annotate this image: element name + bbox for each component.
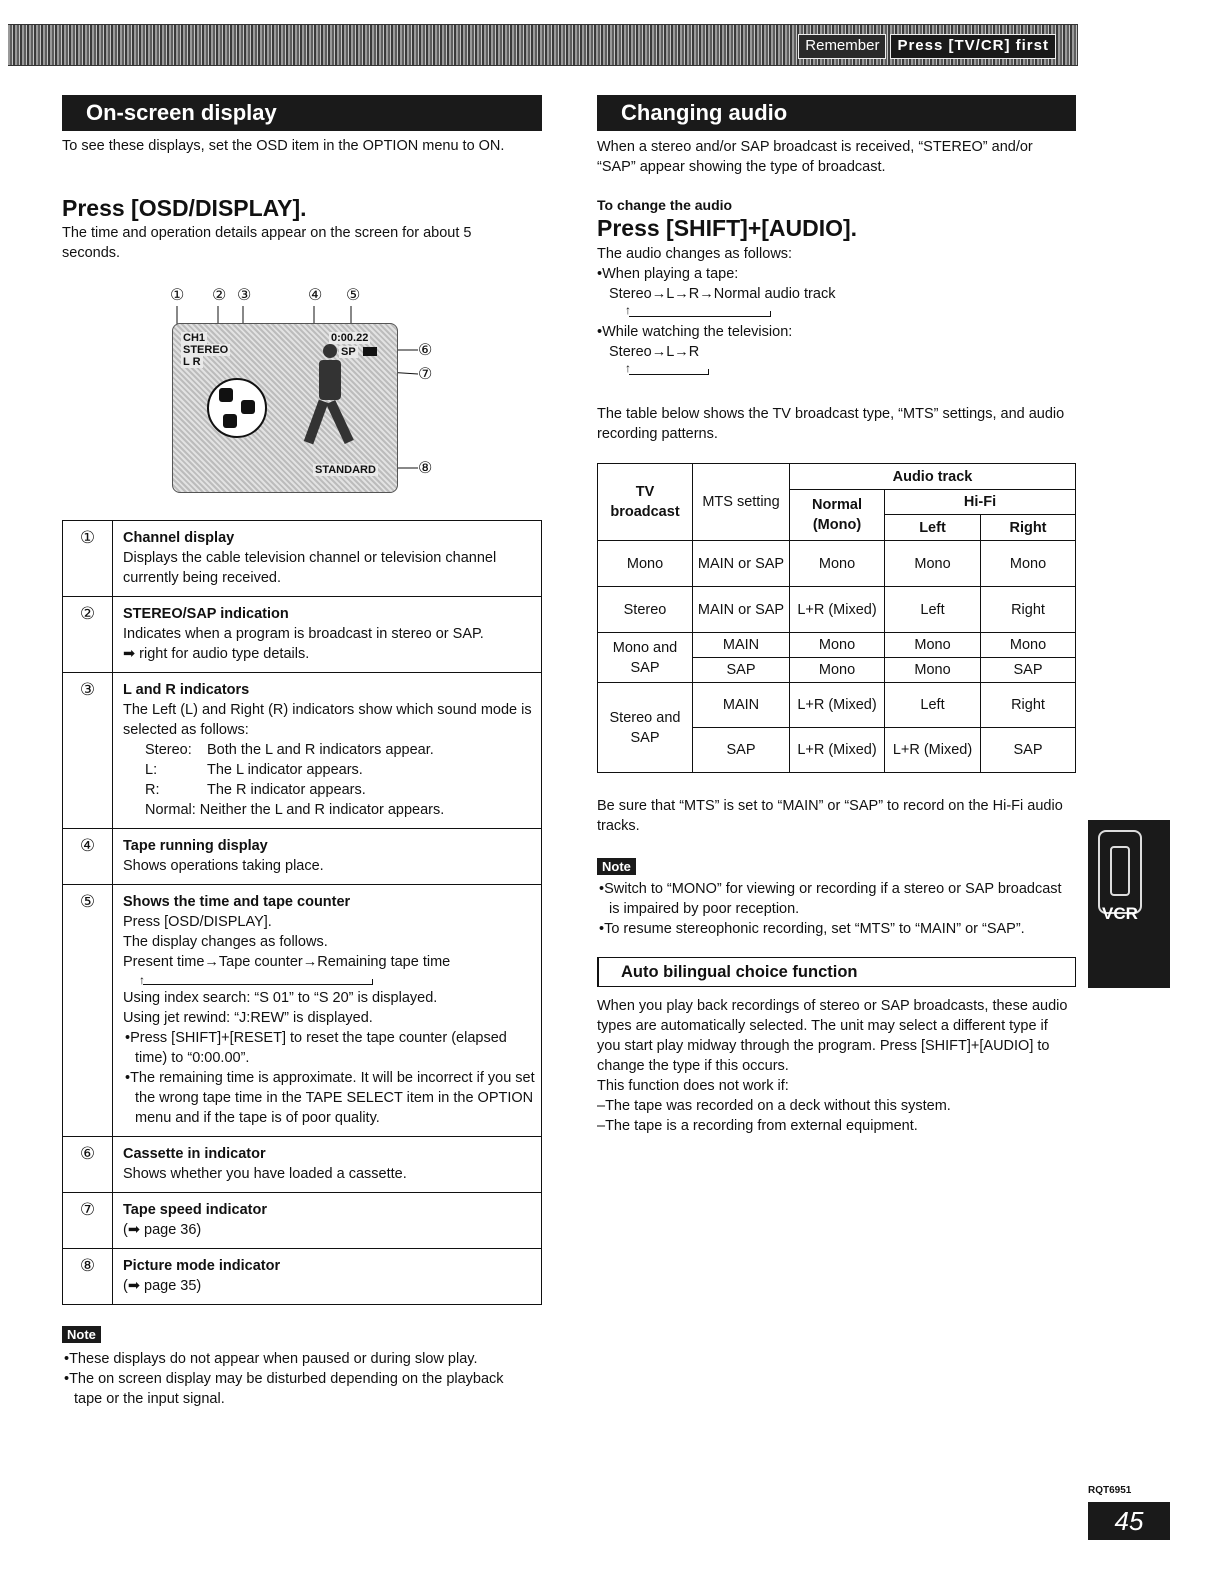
cell: Mono <box>598 541 693 587</box>
mode-item: Stereo: Both the L and R indicators appear. <box>145 742 434 758</box>
callout-2: ② <box>212 287 227 304</box>
osd-sp-text: SP <box>341 346 356 358</box>
callout-7: ⑦ <box>418 366 433 383</box>
table-row <box>598 541 1076 587</box>
osd-section-title: On-screen display <box>62 95 542 131</box>
item-title: Tape speed indicator <box>123 1202 267 1218</box>
audio-track-table <box>597 463 1076 773</box>
row-number: ⑦ <box>63 1193 113 1249</box>
be-sure-text: Be sure that “MTS” is set to “MAIN” or “SAP” to record on the Hi-Fi audio tracks. <box>597 798 1063 834</box>
note-item: •Switch to “MONO” for viewing or recording if a stereo or SAP broadcast is impaired by poor reception. <box>599 881 1062 917</box>
note-badge: Note <box>62 1326 101 1343</box>
item-title: Cassette in indicator <box>123 1146 266 1162</box>
tape-label: •When playing a tape: <box>597 266 739 282</box>
remember-label: Remember <box>798 34 886 59</box>
cycle-return-arrow: ↑ <box>609 362 1075 378</box>
item-text: Press [OSD/DISPLAY]. <box>123 914 272 930</box>
item-title: Tape running display <box>123 838 268 854</box>
cell: Mono <box>885 541 981 587</box>
item-text: The display changes as follows. <box>123 934 328 950</box>
condition-item: –The tape was recorded on a deck without this system. <box>597 1098 951 1114</box>
osd-intro: To see these displays, set the OSD item in the OPTION menu to ON. <box>62 138 505 154</box>
note-item: •To resume stereophonic recording, set “MTS” to “MAIN” or “SAP”. <box>599 921 1025 937</box>
row-number: ⑧ <box>63 1249 113 1305</box>
mode-item: Normal: Neither the L and R indicator appears. <box>145 802 445 818</box>
item-text: Shows whether you have loaded a cassette. <box>123 1166 407 1182</box>
callout-8: ⑧ <box>418 460 433 477</box>
osd-lr-text: L R <box>183 356 201 368</box>
table-row <box>63 597 542 673</box>
osd-standard-text: STANDARD <box>315 464 376 476</box>
cell: Mono <box>981 633 1076 658</box>
callout-6: ⑥ <box>418 342 433 359</box>
auto-bilingual-heading: Auto bilingual choice function <box>597 957 1076 987</box>
auto-text: When you play back recordings of stereo or SAP broadcasts, these audio types are automatically selected. The unit may select a different type if you start play midway through the program. Press [SHIFT]+[AUDIO] to change the type if this occurs. <box>597 998 1068 1074</box>
cycle-return-arrow: ↑ <box>123 972 535 988</box>
cell: MAIN or SAP <box>693 587 790 633</box>
cell: L+R (Mixed) <box>790 728 885 773</box>
condition-item: –The tape is a recording from external equipment. <box>597 1118 918 1134</box>
row-number: ① <box>63 521 113 597</box>
item-title: Channel display <box>123 530 235 546</box>
row-number: ⑥ <box>63 1137 113 1193</box>
table-row <box>63 673 542 829</box>
header-right: Right <box>981 515 1076 541</box>
item-text: (➡ page 36) <box>123 1222 202 1238</box>
header-mts-setting: MTS setting <box>693 464 790 541</box>
changes-text: The audio changes as follows: <box>597 246 793 262</box>
row-number: ④ <box>63 829 113 885</box>
table-row <box>63 1193 542 1249</box>
osd-description: The time and operation details appear on the screen for about 5 seconds. <box>62 225 472 261</box>
cell: MAIN <box>693 683 790 728</box>
mode-list <box>123 740 535 820</box>
press-tvcr-label: Press [TV/CR] first <box>890 34 1056 59</box>
cell: MAIN <box>693 633 790 658</box>
cell: L+R (Mixed) <box>790 683 885 728</box>
table-row <box>598 683 1076 728</box>
item-text: ➡ right for audio type details. <box>123 646 310 662</box>
table-row <box>63 1137 542 1193</box>
row-number: ② <box>63 597 113 673</box>
note-badge: Note <box>597 858 636 875</box>
table-row <box>63 829 542 885</box>
table-row <box>63 521 542 597</box>
header-audio-track: Audio track <box>790 464 1076 490</box>
auto-bilingual-body <box>597 996 1075 1136</box>
cell: Mono <box>790 541 885 587</box>
osd-notes <box>62 1325 532 1409</box>
note-item: •These displays do not appear when paused or during slow play. <box>64 1351 478 1367</box>
item-text: Shows operations taking place. <box>123 858 324 874</box>
item-text: Using jet rewind: “J:REW” is displayed. <box>123 1010 373 1026</box>
vcr-side-tab <box>1088 820 1170 988</box>
soccer-player-icon <box>305 344 355 474</box>
cell: SAP <box>693 658 790 683</box>
cell: SAP <box>693 728 790 773</box>
soccer-ball-icon <box>207 378 267 438</box>
cell: SAP <box>981 658 1076 683</box>
cell: MAIN or SAP <box>693 541 790 587</box>
cell: Mono <box>885 633 981 658</box>
cell: Left <box>885 683 981 728</box>
cell: L+R (Mixed) <box>790 587 885 633</box>
tape-cycle: Stereo→L→R→Normal audio track <box>609 286 836 302</box>
osd-channel-text: CH1 <box>183 332 206 344</box>
bullet-item: •Press [SHIFT]+[RESET] to reset the tape counter (elapsed time) to “0:00.00”. <box>125 1030 507 1066</box>
tv-label: •While watching the television: <box>597 324 793 340</box>
header-tv-broadcast: TV broadcast <box>598 464 693 541</box>
item-title: STEREO/SAP indication <box>123 606 289 622</box>
item-text: Indicates when a program is broadcast in stereo or SAP. <box>123 626 484 642</box>
top-banner <box>8 24 1078 66</box>
osd-items-table <box>62 520 542 1305</box>
cell: SAP <box>981 728 1076 773</box>
vcr-tab-label: VCR <box>1102 904 1138 923</box>
callout-4: ④ <box>308 287 323 304</box>
audio-notes <box>597 857 1075 939</box>
cell: L+R (Mixed) <box>885 728 981 773</box>
header-left: Left <box>885 515 981 541</box>
cassette-icon <box>363 347 377 356</box>
item-text: Using index search: “S 01” to “S 20” is displayed. <box>123 990 438 1006</box>
audio-intro: When a stereo and/or SAP broadcast is received, “STEREO” and/or “SAP” appear showing the type of broadcast. <box>597 139 1033 175</box>
bullet-item: •The remaining time is approximate. It will be incorrect if you set the wrong tape time in the TAPE SELECT item in the OPTION menu and if the tape is of poor quality. <box>125 1070 535 1126</box>
cell: Left <box>885 587 981 633</box>
item-text: The Left (L) and Right (R) indicators show which sound mode is selected as follows: <box>123 702 532 738</box>
remember-banner <box>798 34 1056 59</box>
header-hifi: Hi-Fi <box>885 490 1076 515</box>
header-normal: Normal (Mono) <box>790 490 885 541</box>
cell: Mono <box>790 633 885 658</box>
audio-change-block <box>597 244 1075 378</box>
not-work-text: This function does not work if: <box>597 1078 789 1094</box>
item-title: L and R indicators <box>123 682 250 698</box>
table-row <box>63 885 542 1137</box>
cell: Mono <box>790 658 885 683</box>
row-number: ③ <box>63 673 113 829</box>
item-title: Picture mode indicator <box>123 1258 281 1274</box>
mode-item: R: The R indicator appears. <box>145 782 366 798</box>
tv-cycle: Stereo→L→R <box>609 344 700 360</box>
table-row <box>63 1249 542 1305</box>
cycle-return-arrow: ↑ <box>609 304 1075 320</box>
cell: Stereo and SAP <box>598 683 693 773</box>
audio-press-heading: Press [SHIFT]+[AUDIO]. <box>597 215 858 241</box>
audio-section-title: Changing audio <box>597 95 1076 131</box>
osd-screen-illustration <box>172 323 398 493</box>
to-change-audio-label: To change the audio <box>597 197 733 213</box>
table-row <box>598 587 1076 633</box>
osd-counter-text: 0:00.22 <box>331 332 369 344</box>
callout-5: ⑤ <box>346 287 361 304</box>
cell: Mono <box>885 658 981 683</box>
counter-cycle: Present time→Tape counter→Remaining tape time <box>123 954 451 970</box>
item-title: Shows the time and tape counter <box>123 894 351 910</box>
cell: Stereo <box>598 587 693 633</box>
row-number: ⑤ <box>63 885 113 1137</box>
note-item: •The on screen display may be disturbed depending on the playback tape or the input signal. <box>64 1371 504 1407</box>
callout-1: ① <box>170 287 185 304</box>
table-row <box>598 633 1076 658</box>
item-text: Displays the cable television channel or television channel currently being received. <box>123 550 497 586</box>
cell: Right <box>981 587 1076 633</box>
document-code: RQT6951 <box>1088 1485 1132 1496</box>
cell: Mono and SAP <box>598 633 693 683</box>
osd-press-heading: Press [OSD/DISPLAY]. <box>62 195 307 221</box>
table-intro: The table below shows the TV broadcast type, “MTS” settings, and audio recording patterns. <box>597 406 1065 442</box>
page-number: 45 <box>1088 1502 1170 1540</box>
callout-3: ③ <box>237 287 252 304</box>
item-text: (➡ page 35) <box>123 1278 202 1294</box>
osd-stereo-text: STEREO <box>183 344 229 356</box>
cell: Right <box>981 683 1076 728</box>
cell: Mono <box>981 541 1076 587</box>
mode-item: L: The L indicator appears. <box>145 762 363 778</box>
